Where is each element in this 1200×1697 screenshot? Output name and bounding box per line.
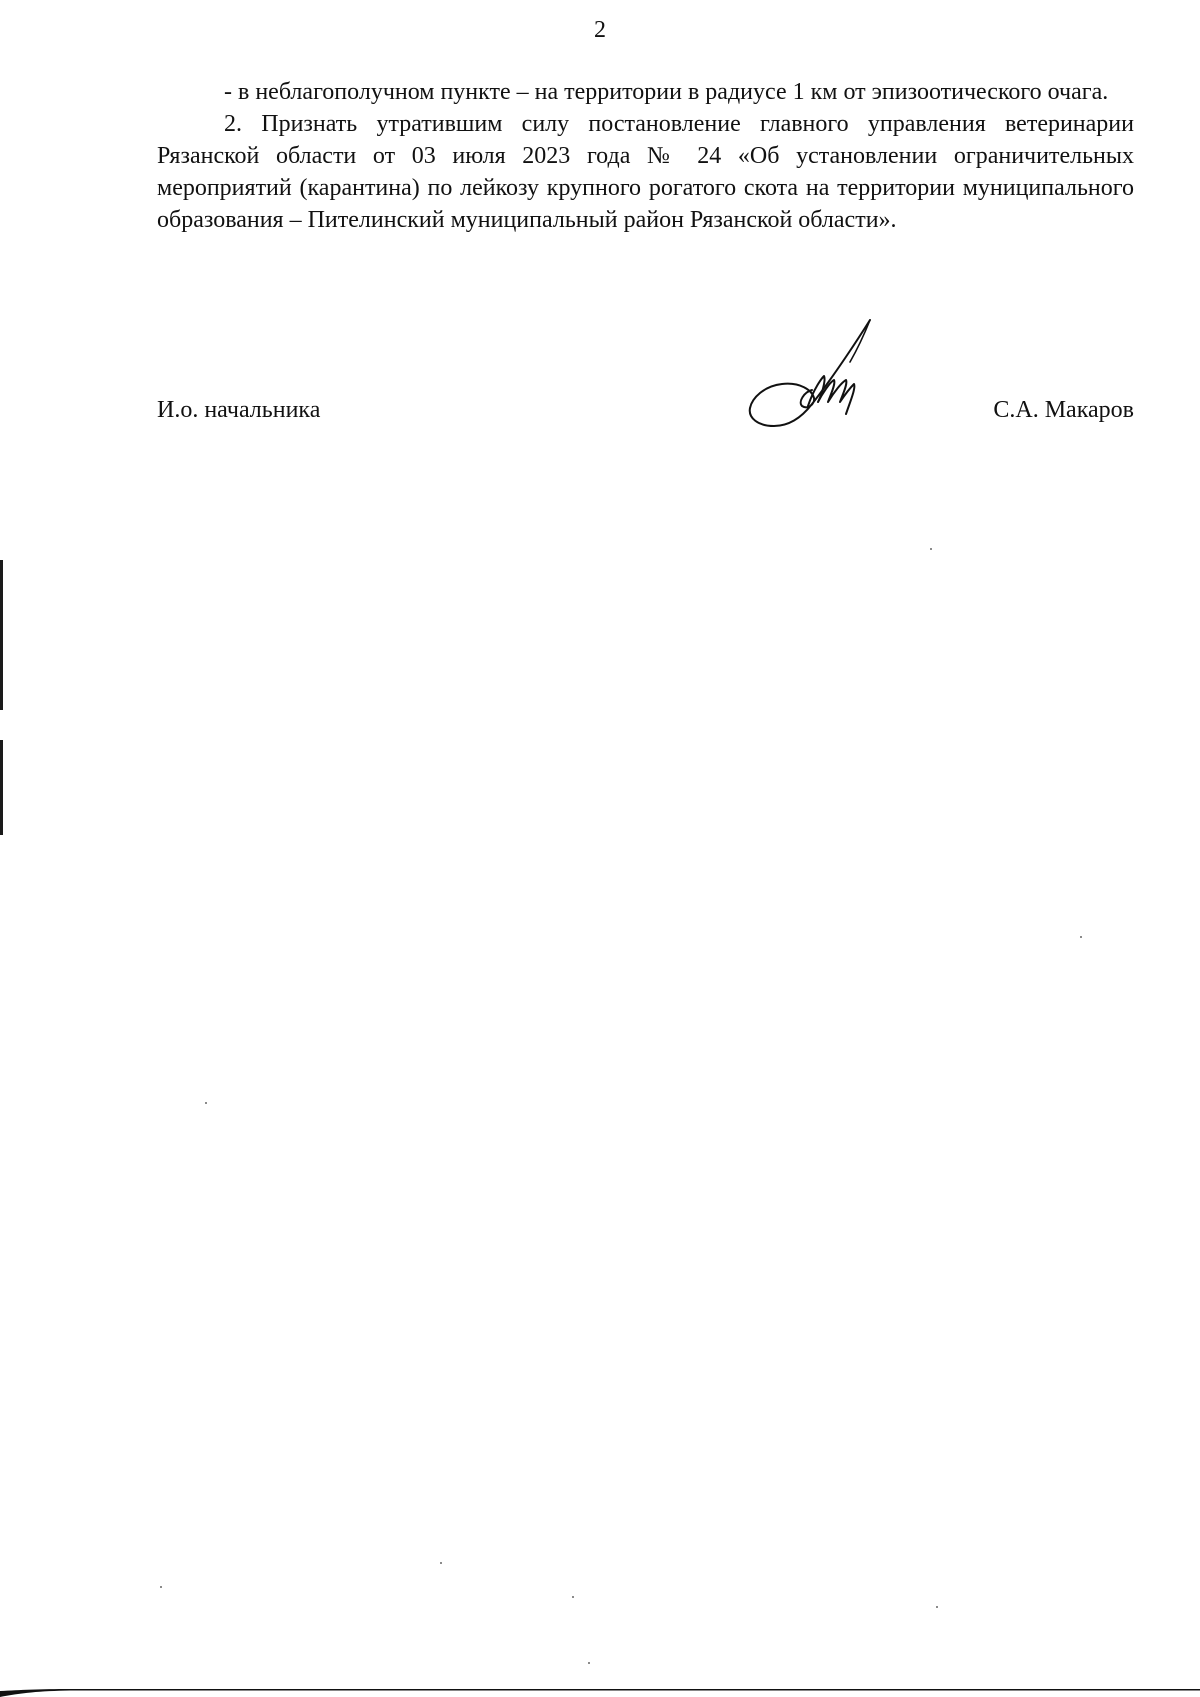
signatory-position: И.о. начальника (157, 397, 321, 423)
page-number: 2 (594, 17, 606, 43)
scan-bottom-edge (0, 1685, 1200, 1697)
signatory-name: С.А. Макаров (993, 397, 1134, 423)
scan-speck (572, 1596, 574, 1598)
scan-edge-mark-left-lower (0, 740, 3, 835)
scan-speck (1080, 936, 1082, 938)
scan-speck (440, 1562, 442, 1564)
scan-speck (160, 1586, 162, 1588)
handwritten-signature (742, 318, 892, 448)
scan-speck (205, 1102, 207, 1104)
paragraph-repeal-resolution: 2. Признать утратившим силу постановление главного управления ветеринарии Рязанской области от 03 июля 2023 года № 24 «Об установлении ограничительных мероприятий (карантина) по лейкозу крупного рогатого скота на территории муниципального образования – Пителинский муниципальный район Рязанской области». (157, 111, 1134, 233)
scan-speck (930, 548, 932, 550)
scan-speck (588, 1662, 590, 1664)
scan-edge-mark-left (0, 560, 3, 710)
signature-block (157, 318, 1134, 448)
paragraph-affected-area: - в неблагополучном пункте – на территории в радиусе 1 км от эпизоотического очага. (224, 79, 1109, 105)
document-body (157, 76, 1134, 236)
scan-speck (936, 1606, 938, 1608)
